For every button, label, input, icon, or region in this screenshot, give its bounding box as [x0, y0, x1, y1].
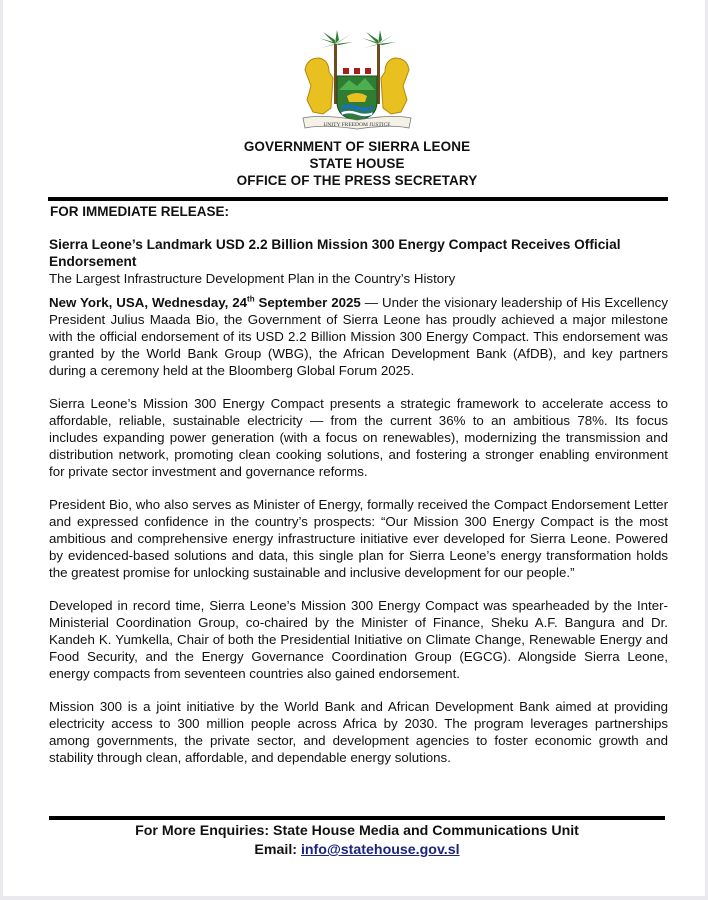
footer [3, 822, 708, 860]
office-name: OFFICE OF THE PRESS SECRETARY [236, 173, 478, 188]
email-line [3, 841, 708, 860]
dateline-ordinal: th [247, 294, 255, 304]
state-house: STATE HOUSE [309, 156, 405, 171]
subheadline: The Largest Infrastructure Development Plan in the Country’s History [49, 271, 456, 286]
dateline-suffix: September 2025 [254, 295, 361, 310]
paragraph-coordination: Developed in record time, Sierra Leone’s Mission 300 Energy Compact was spearheaded by the Inter-Ministerial Coordination Group, co-chaired by the Minister of Finance, Sheku A.F. Bangura and Dr. Kandeh K. Yumkella, Chair of both the Presidential Initiative on Climate Change, Renewable Energy and Food Security, and the Energy Governance Coordination Group (EGCG). Alongside Sierra Leone, energy compacts from seventeen countries also gained endorsement. [49, 598, 668, 681]
paragraph-president-quote: President Bio, who also serves as Minister of Energy, formally received the Compact Endorsement Letter and expressed confidence in the country’s prospects: “Our Mission 300 Energy Compact is the most ambitious and comprehensive energy infrastructure initiative ever developed for Sierra Leone. Powered by evidenced-based solutions and data, this single plan for Sierra Leone’s energy transformation holds the greatest promise for unlocking sustainable and inclusive development for our people.” [49, 497, 668, 580]
email-link[interactable]: info@statehouse.gov.sl [300, 842, 460, 858]
enquiries-line: For More Enquiries: State House Media and Communications Unit [135, 823, 579, 839]
paragraph-lead-text: — Under the visionary leadership of His Excellency President Julius Maada Bio, the Government of Sierra Leone has proudly achieved a major milestone with the official endorsement of its USD 2.2 Billion Mission 300 Energy Compact. This endorsement was granted by the World Bank Group (WBG), the African Development Bank (AfDB), and key partners during a ceremony held at the Bloomberg Global Forum 2025. [49, 295, 668, 378]
coat-of-arms-icon [293, 30, 421, 130]
footer-divider [49, 816, 665, 820]
government-name: GOVERNMENT OF SIERRA LEONE [243, 139, 471, 154]
dateline [49, 295, 361, 310]
header-divider [48, 197, 668, 201]
dateline-prefix: New York, USA, Wednesday, 24 [49, 295, 248, 310]
headline: Sierra Leone’s Landmark USD 2.2 Billion Mission 300 Energy Compact Receives Official Endorsement [49, 237, 621, 269]
release-label: FOR IMMEDIATE RELEASE: [50, 204, 230, 219]
motto-text: UNITY FREEDOM JUSTICE [323, 122, 391, 128]
paragraph-lead [49, 294, 668, 379]
email-label: Email: [254, 842, 301, 858]
paragraph-mission-300: Mission 300 is a joint initiative by the World Bank and African Development Bank aimed at providing electricity access to 300 million people across Africa by 2030. The program leverages partnerships among governments, the private sector, and development agencies to foster economic growth and stability through clean, affordable, and dependable energy solutions. [49, 699, 668, 765]
paragraph-framework: Sierra Leone’s Mission 300 Energy Compact presents a strategic framework to accelerate access to affordable, reliable, sustainable electricity — from the current 36% to an ambitious 78%. Its focus includes expanding power generation (with a focus on renewables), modernizing the transmission and distribution network, promoting clean cooking solutions, and fostering a stronger enabling environment for private sector investment and governance reforms. [49, 396, 668, 479]
press-release-page [3, 0, 705, 896]
press-release-body [49, 236, 668, 782]
letterhead [3, 138, 708, 189]
